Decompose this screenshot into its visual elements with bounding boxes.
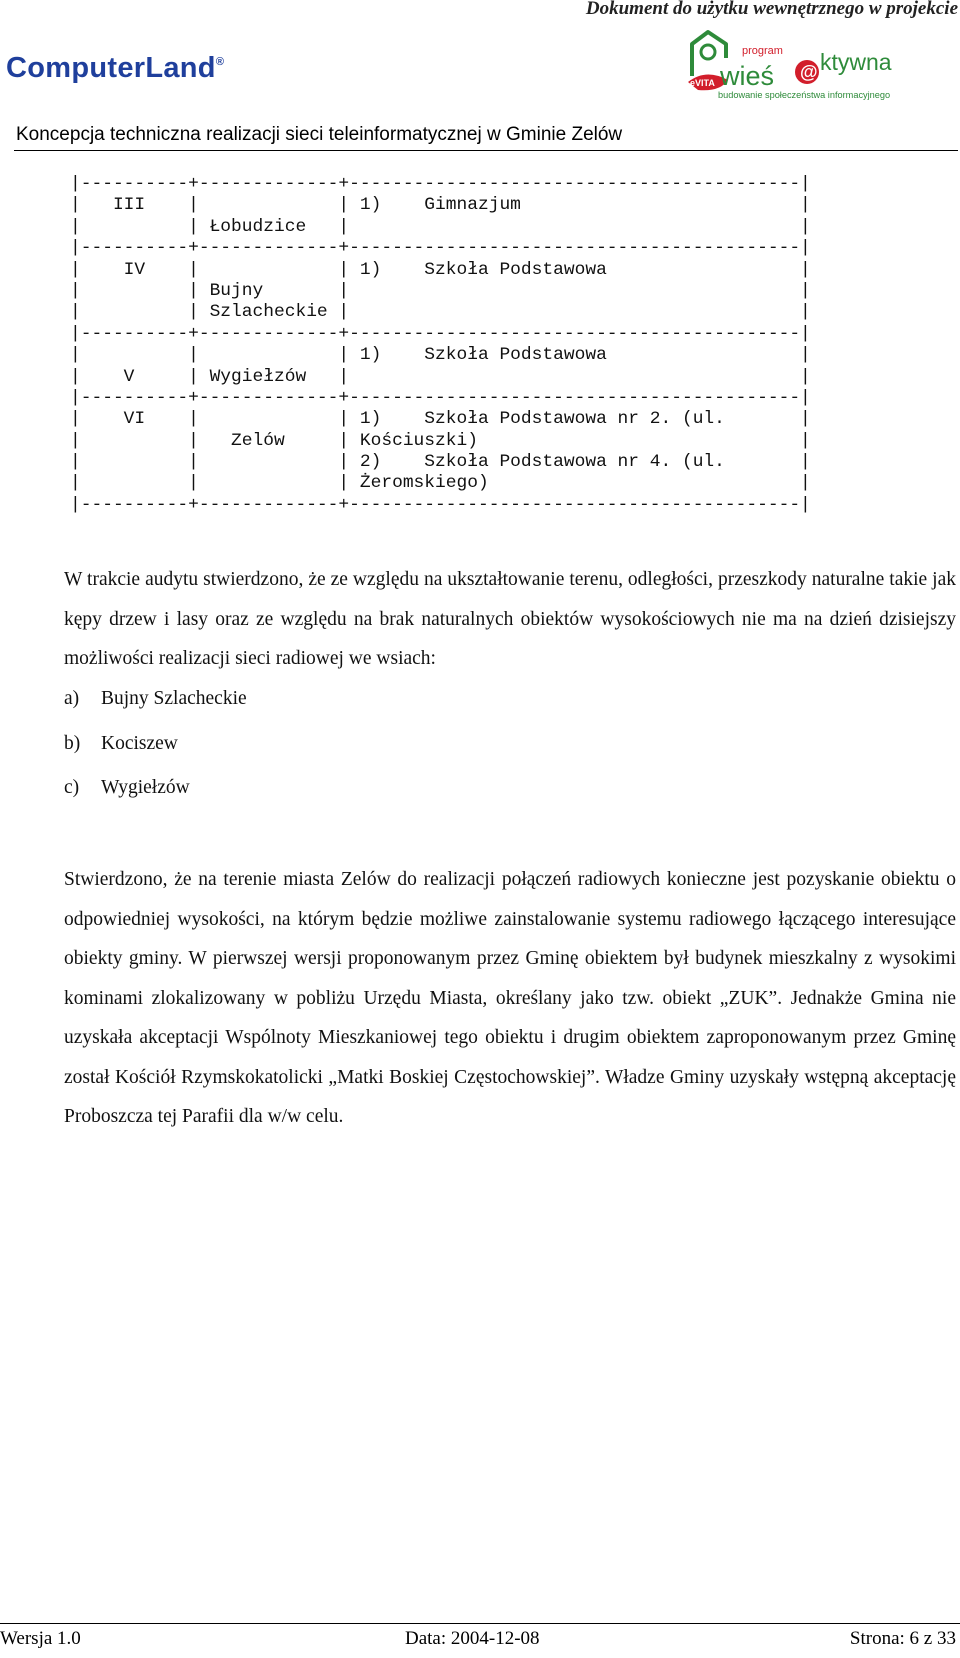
table-line: | | | 2) Szkoła Podstawowa nr 4. (ul. |: [70, 452, 811, 473]
table-line: | | Szlacheckie | |: [70, 302, 811, 323]
evita-mark: eVITA: [690, 78, 715, 88]
registered-mark: ®: [215, 56, 225, 68]
computerland-logo-text: ComputerLand: [6, 52, 216, 84]
computerland-logo: [6, 52, 224, 85]
footer-page: Strona: 6 z 33: [849, 1628, 956, 1649]
logo-tagline: budowanie społeczeństwa informacyjnego: [718, 90, 891, 100]
list-item: [64, 733, 178, 755]
logo-name-part2: ktywna: [820, 49, 892, 75]
list-marker: c): [64, 777, 80, 798]
list-marker: a): [64, 688, 80, 709]
footer-divider: [0, 1623, 960, 1624]
header-note: Dokument do użytku wewnętrznego w projekcie: [585, 0, 958, 19]
footer-date: Data: 2004-12-08: [405, 1628, 540, 1649]
header-divider: [14, 150, 958, 151]
table-line: |----------+-------------+------------------------------------------|: [70, 238, 811, 259]
logo-name-part1: wieś: [720, 61, 775, 91]
svg-text:@: @: [800, 62, 818, 82]
program-label: program: [742, 45, 783, 57]
list-text: Kociszew: [101, 733, 178, 754]
table-line: | IV | | 1) Szkoła Podstawowa |: [70, 259, 811, 280]
list-item: [64, 688, 247, 710]
table-line: | | | 1) Szkoła Podstawowa |: [70, 345, 811, 366]
table-line: |----------+-------------+------------------------------------------|: [70, 387, 811, 408]
table-line: | III | | 1) Gimnazjum |: [70, 195, 811, 216]
table-line: |----------+-------------+------------------------------------------|: [70, 323, 811, 344]
list-text: Bujny Szlacheckie: [101, 688, 247, 709]
table-line: | | Bujny | |: [70, 280, 811, 301]
table-line: | | Zelów | Kościuszki) |: [70, 430, 811, 451]
wies-aktywna-logo: [684, 28, 956, 104]
table-line: | | | Żeromskiego) |: [70, 473, 811, 494]
table-line: |----------+-------------+------------------------------------------|: [70, 494, 811, 515]
list-item: [64, 777, 190, 799]
table-line: | | Łobudzice | |: [70, 216, 811, 237]
list-marker: b): [64, 733, 81, 754]
table-line: | V | Wygiełzów | |: [70, 366, 811, 387]
footer-version: Wersja 1.0: [0, 1628, 81, 1649]
table-line: | VI | | 1) Szkoła Podstawowa nr 2. (ul. |: [70, 409, 811, 430]
document-title: Koncepcja techniczna realizacji sieci teleinformatycznej w Gminie Zelów: [16, 124, 623, 145]
table-line: |----------+-------------+------------------------------------------|: [70, 174, 811, 194]
list-text: Wygiełzów: [101, 777, 190, 798]
paragraph-radio: Stwierdzono, że na terenie miasta Zelów do realizacji połączeń radiowych konieczne jest pozyskanie obiektu o odpowiedniej wysokości, na którym będzie możliwe zainstalowanie systemu radiowego łączącego interesujące obiekty gminy. W pierwszej wersji proponowanym przez Gminę obiektem był budynek mieszkalny z wysokimi kominami zlokalizowany w pobliżu Urzędu Miasta, określany jako tzw. obiekt „ZUK”. Jednakże Gmina nie uzyskała akceptacji Wspólnoty Mieszkaniowej tego obiektu i drugim obiektem zaproponowanym przez Gminę został Kościół Rzymskokatolicki „Matki Boskiej Częstochowskiej”. Władze Gminy uzyskały wstępną akceptację Proboszcza tej Parafii dla w/w celu.: [64, 869, 956, 1127]
ascii-table: [70, 174, 811, 516]
paragraph-audit: W trakcie audytu stwierdzono, że ze względu na ukształtowanie terenu, odległości, przeszkody naturalne takie jak kępy drzew i lasy oraz ze względu na brak naturalnych obiektów wysokościowych nie ma na dzień dzisiejszy możliwości realizacji sieci radiowej we wsiach:: [64, 569, 956, 669]
